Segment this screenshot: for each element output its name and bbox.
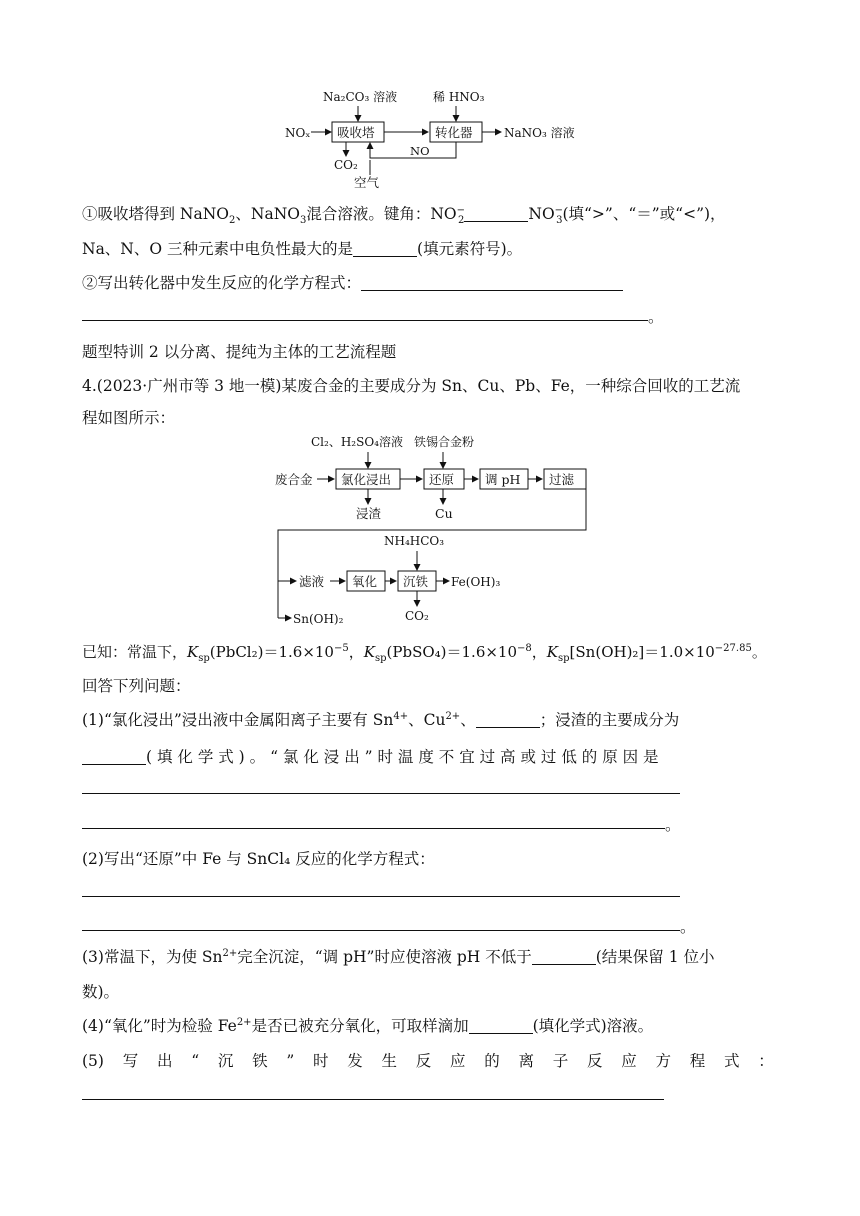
- part4-line: (4)“氧化”时为检验 $Fe^{2+}$是否已被充分氧化，可取样滴加 (填化学式)溶液。: [82, 1016, 654, 1035]
- period-mark: 。: [648, 308, 664, 326]
- period-mark: 。: [680, 918, 696, 936]
- label-iron-precipitation: 沉铁: [403, 574, 429, 589]
- label-chlorination: 氯化浸出: [341, 472, 392, 487]
- reagent-nh4hco3: NH₄HCO₃: [384, 534, 445, 548]
- converter-label: 转化器: [435, 125, 473, 140]
- answer-line[interactable]: [82, 793, 680, 794]
- known-ksp-line: 已知：常温下，$K_{sp}(PbCl_2)=1.6\times 10^{-5}$，$K_{sp}(PbSO_4)=1.6\times 10^{-8}$，$K_{sp}[Sn(OH)_2]=1.0\times 10^{-27.85}$。: [82, 643, 767, 664]
- answer-line[interactable]: [82, 320, 648, 321]
- product-sn-oh2: Sn(OH)₂: [293, 612, 344, 626]
- reagent-cl2-h2so4: Cl₂、H₂SO₄溶液: [311, 435, 403, 449]
- section-title: 题型特训 2 以分离、提纯为主体的工艺流程题: [82, 343, 397, 361]
- label-filter: 过滤: [549, 472, 575, 487]
- q4-intro-line2: 程如图所示：: [82, 409, 176, 427]
- blank-converter-equation[interactable]: [361, 274, 623, 291]
- recovery-process-diagram: [0, 428, 860, 628]
- label-oxidation: 氧化: [352, 574, 378, 589]
- label-filtrate: 滤液: [299, 574, 325, 589]
- input-nox: NOₓ: [285, 126, 311, 140]
- product-fe-oh3: Fe(OH)₃: [451, 575, 501, 589]
- answer-line[interactable]: [82, 1099, 664, 1100]
- answer-line[interactable]: [82, 896, 680, 897]
- part1-line1: (1)“氯化浸出”浸出液中金属阳离子主要有 $Sn^{4+}$、$Cu^{2+}$、 ；浸渣的主要成分为: [82, 710, 680, 729]
- output-cu: Cu: [435, 506, 453, 521]
- product-co2: CO₂: [334, 158, 358, 172]
- period-mark: 。: [665, 816, 681, 834]
- q4-intro-line1: 4.(2023·广州市等 3 地一模)某废合金的主要成分为 Sn、Cu、Pb、Fe，一种综合回收的工艺流: [82, 377, 741, 395]
- q3-part1-line2: Na、N、O 三种元素中电负性最大的是 (填元素符号)。: [82, 240, 523, 258]
- label-adjust-ph: 调 pH: [485, 472, 521, 487]
- part3-line1: (3)常温下，为使 $Sn^{2+}$完全沉淀，“调 pH”时应使溶液 pH 不低于 (结果保留 1 位小: [82, 947, 715, 966]
- output-nano3: NaNO₃ 溶液: [504, 126, 575, 140]
- part1-line2: ( 填 化 学 式 ) 。 “ 氯 化 浸 出 ” 时 温 度 不 宜 过 高 或 过 低 的 原 因 是: [82, 746, 659, 768]
- blank-ph-value[interactable]: [532, 948, 596, 965]
- blank-electronegativity[interactable]: [353, 240, 417, 257]
- part3-line2: 数)。: [82, 983, 120, 1001]
- part2-line: (2)写出“还原”中 Fe 与 SnCl₄ 反应的化学方程式：: [82, 850, 435, 868]
- reagent-hno3: 稀 HNO₃: [433, 90, 485, 104]
- start-waste-alloy: 废合金: [275, 472, 313, 487]
- reagent-na2co3: Na₂CO₃ 溶液: [323, 90, 398, 104]
- q3-part1-line1: ①吸收塔得到 NaNO$_2$、NaNO$_3$混合溶液。键角：$NO^-_2$ $NO^-_3$(填“>”、“＝”或“<”)，: [82, 204, 726, 227]
- blank-bond-angle[interactable]: [464, 205, 528, 222]
- part5-line: (5) 写 出 “ 沉 铁 ” 时 发 生 反 应 的 离 子 反 应 方 程 式 ：: [82, 1052, 774, 1070]
- q3-part2-line: ②写出转化器中发生反应的化学方程式：: [82, 272, 623, 294]
- reagent-fe-sn-powder: 铁锡合金粉: [414, 435, 475, 449]
- blank-reagent[interactable]: [469, 1017, 533, 1034]
- output-residue: 浸渣: [356, 506, 382, 521]
- answer-line[interactable]: [82, 930, 680, 931]
- air-label: 空气: [354, 175, 380, 190]
- absorption-tower-label: 吸收塔: [337, 125, 375, 140]
- blank-cations[interactable]: [476, 711, 540, 728]
- answer-intro: 回答下列问题：: [82, 677, 191, 695]
- blank-residue[interactable]: [82, 748, 146, 765]
- answer-line[interactable]: [82, 828, 665, 829]
- recycle-no: NO: [410, 144, 430, 158]
- label-reduction: 还原: [429, 472, 455, 487]
- absorption-flow-diagram: [0, 0, 860, 200]
- product-co2-gas: CO₂: [405, 609, 429, 623]
